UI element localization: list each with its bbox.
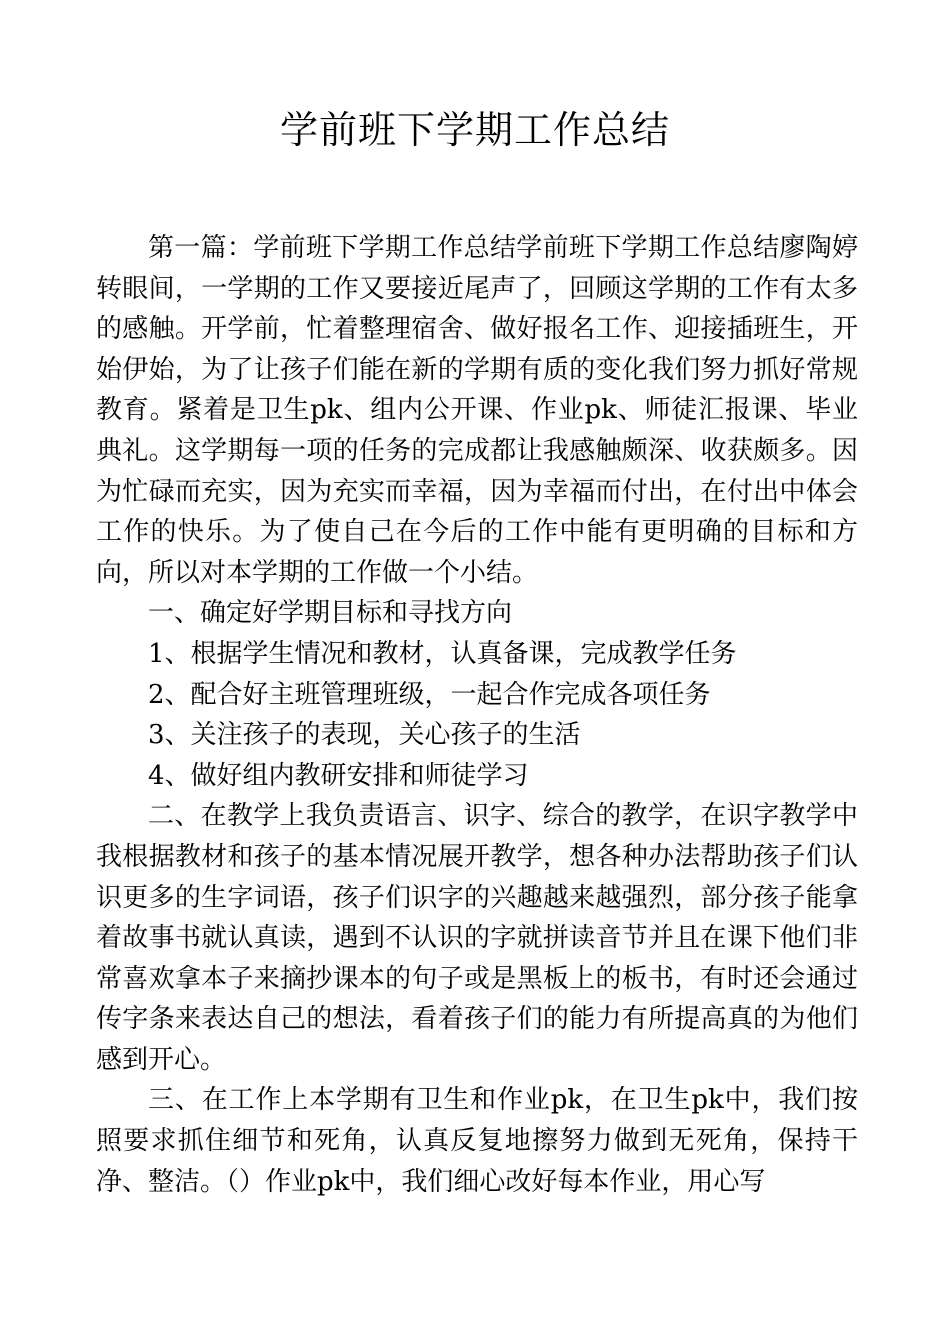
paragraph-goal-1: 1、根据学生情况和教材，认真备课，完成教学任务: [148, 638, 737, 669]
document-title: 学前班下学期工作总结: [279, 108, 670, 152]
document-body: [96, 228, 858, 1202]
paragraph-goal-4: 4、做好组内教研安排和师徒学习: [148, 760, 529, 791]
paragraph-section-two: 二、在教学上我负责语言、识字、综合的教学，在识字教学中我根据教材和孩子的基本情况展开教学，想各种办法帮助孩子们认识更多的生字词语，孩子们识字的兴趣越来越强烈，部分孩子能拿着故事书就认真读，遇到不认识的字就拼读音节并且在课下他们非常喜欢拿本子来摘抄课本的句子或是黑板上的板书，有时还会通过传字条来表达自己的想法，看着孩子们的能力有所提高真的为他们感到开心。: [96, 801, 858, 1075]
paragraph-section-one-heading: 一、确定好学期目标和寻找方向: [148, 598, 513, 629]
paragraph-goal-2: 2、配合好主班管理班级，一起合作完成各项任务: [148, 679, 711, 710]
paragraph-intro: 第一篇：学前班下学期工作总结学前班下学期工作总结廖陶婷转眼间，一学期的工作又要接近尾声了，回顾这学期的工作有太多的感触。开学前，忙着整理宿舍、做好报名工作、迎接插班生，开始伊始，为了让孩子们能在新的学期有质的变化我们努力抓好常规教育。紧着是卫生pk、组内公开课、作业pk、师徒汇报课、毕业典礼。这学期每一项的任务的完成都让我感触颇深、收获颇多。因为忙碌而充实，因为充实而幸福，因为幸福而付出，在付出中体会工作的快乐。为了使自己在今后的工作中能有更明确的目标和方向，所以对本学期的工作做一个小结。: [96, 233, 858, 588]
paragraph-section-three: 三、在工作上本学期有卫生和作业pk，在卫生pk中，我们按照要求抓住细节和死角，认真反复地擦努力做到无死角，保持干净、整洁。（）作业pk中，我们细心改好每本作业，用心写: [96, 1085, 858, 1197]
paragraph-goal-3: 3、关注孩子的表现，关心孩子的生活: [148, 720, 581, 751]
